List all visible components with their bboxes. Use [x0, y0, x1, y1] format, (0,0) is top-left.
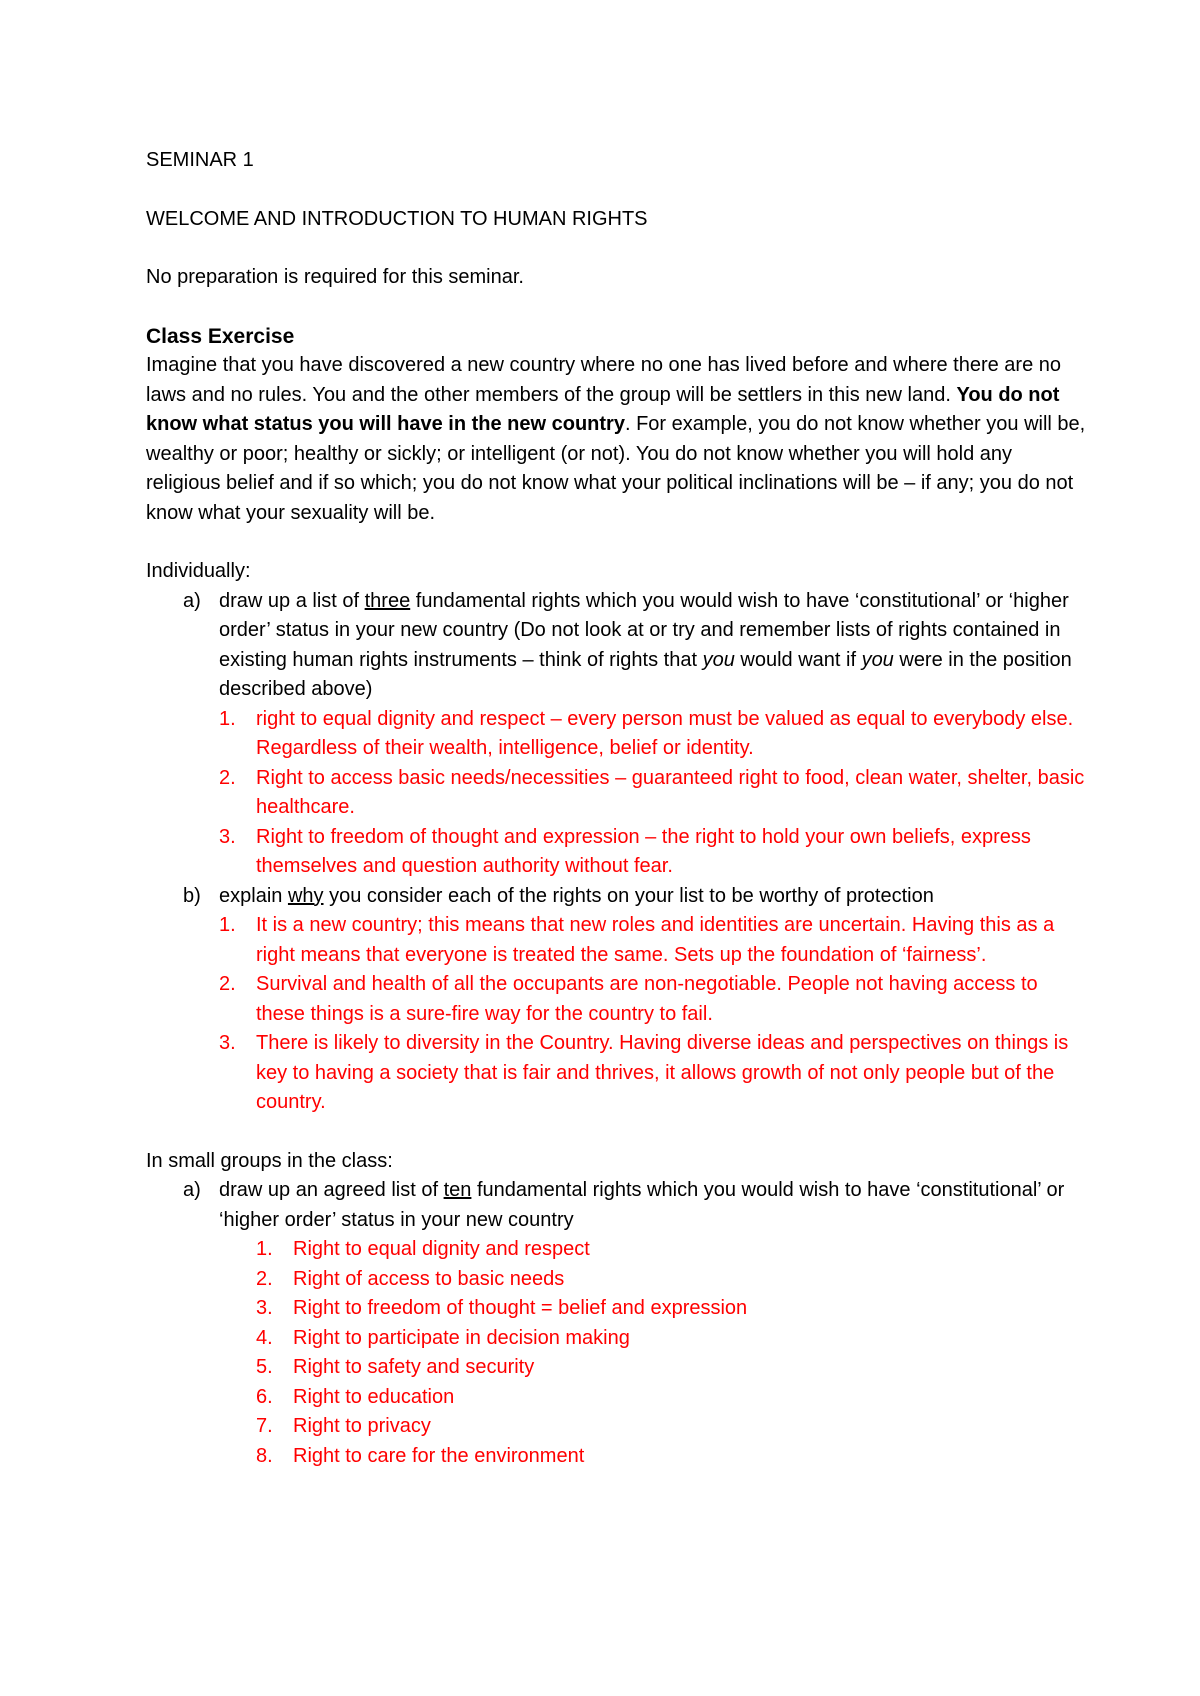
answer-text: Right to participate in decision making — [293, 1326, 630, 1349]
answer-text: Right to freedom of thought and expression – the right to hold your own beliefs, express themselves and question authority without fear. — [256, 825, 1031, 877]
answer-number: 1. — [219, 707, 236, 730]
answer-item — [146, 970, 1086, 1029]
answer-number: 5. — [256, 1356, 273, 1378]
exercise-intro — [146, 351, 1086, 528]
answer-number: 2. — [219, 973, 236, 995]
task-text: would want if — [734, 648, 862, 671]
task-text: you consider each of the rights on your list to be worthy of protection — [323, 884, 934, 907]
document-content — [146, 146, 1086, 1471]
seminar-title: SEMINAR 1 — [146, 149, 254, 171]
group-task-a — [146, 1176, 1086, 1235]
groups-label: In small groups in the class: — [146, 1149, 393, 1172]
individual-b-answers — [146, 911, 1086, 1118]
answer-text: Right to equal dignity and respect — [293, 1238, 590, 1260]
answer-item — [146, 1353, 1086, 1383]
task-text: fundamental rights which you would wish to have ‘constitutional’ or ‘higher order’ status in your new country (Do not look at or try and remember lists of rights contained in existing human rights instruments – think of rights that — [219, 589, 1069, 671]
answer-number: 4. — [256, 1326, 273, 1349]
answer-number: 6. — [256, 1385, 273, 1408]
individual-a-answers — [146, 705, 1086, 882]
intro-bold-text: You do not know what status you will have in the new country — [146, 383, 1060, 435]
answer-item — [146, 1294, 1086, 1324]
individual-task-a — [146, 587, 1086, 705]
answer-number: 2. — [256, 1267, 273, 1290]
answer-number: 1. — [219, 914, 236, 936]
group-a-answers — [146, 1235, 1086, 1471]
task-text: were in the position described above) — [219, 648, 1072, 700]
task-letter: a) — [183, 589, 201, 612]
answer-text: right to equal dignity and respect – every person must be valued as equal to everybody else. Regardless of their wealth, intelligence, belief or identity. — [256, 707, 1074, 759]
answer-text: Right to access basic needs/necessities – guaranteed right to food, clean water, shelter, basic healthcare. — [256, 766, 1085, 818]
class-exercise-heading: Class Exercise — [146, 324, 295, 348]
answer-number: 3. — [219, 825, 236, 848]
answer-item — [146, 1324, 1086, 1354]
task-text: draw up an agreed list of — [219, 1179, 444, 1201]
individual-task-b — [146, 882, 1086, 912]
answer-number: 2. — [219, 766, 236, 789]
answer-text: Right to care for the environment — [293, 1444, 585, 1467]
answer-text: Right to safety and security — [293, 1356, 535, 1378]
answer-number: 7. — [256, 1415, 273, 1437]
answer-item — [146, 1383, 1086, 1413]
intro-text-b: . For example, you do not know whether you will be, wealthy or poor; healthy or sickly; or intelligent (or not). You do not know whether you will hold any religious belief and if so which; you do not know what your political inclinations will be – if any; you do not know what your sexuality will be. — [146, 413, 1086, 524]
task-italic: you — [861, 648, 894, 671]
answer-item — [146, 1442, 1086, 1472]
answer-item — [146, 1235, 1086, 1265]
task-text: explain — [219, 884, 288, 907]
answer-number: 3. — [256, 1297, 273, 1319]
task-emphasis: ten — [443, 1179, 472, 1201]
answer-text: Right to freedom of thought = belief and expression — [293, 1297, 748, 1319]
task-letter: a) — [183, 1179, 201, 1201]
answer-item — [146, 911, 1086, 970]
answer-text: Right to privacy — [293, 1415, 431, 1437]
answer-item — [146, 705, 1086, 764]
answer-number: 3. — [219, 1032, 236, 1054]
task-letter: b) — [183, 884, 201, 907]
seminar-subtitle: WELCOME AND INTRODUCTION TO HUMAN RIGHTS — [146, 207, 648, 230]
answer-number: 1. — [256, 1238, 273, 1260]
answer-item — [146, 1412, 1086, 1442]
task-emphasis: three — [364, 589, 411, 612]
intro-text-a: Imagine that you have discovered a new country where no one has lived before and where there are no laws and no rules. You and the other members of the group will be settlers in this new land. — [146, 354, 1062, 406]
answer-item — [146, 1029, 1086, 1118]
preparation-note: No preparation is required for this seminar. — [146, 266, 524, 288]
answer-number: 8. — [256, 1444, 273, 1467]
task-emphasis: why — [287, 884, 324, 907]
task-text: draw up a list of — [219, 589, 365, 612]
answer-text: It is a new country; this means that new roles and identities are uncertain. Having this as a right means that everyone is treated the same. Sets up the foundation of ‘fairness’. — [256, 914, 1055, 966]
task-italic: you — [702, 648, 735, 671]
individually-label: Individually: — [146, 560, 251, 582]
answer-text: There is likely to diversity in the Country. Having diverse ideas and perspectives on things is key to having a society that is fair and thrives, it allows growth of not only people but of the country. — [256, 1032, 1069, 1113]
task-text: fundamental rights which you would wish to have ‘constitutional’ or ‘higher order’ status in your new country — [219, 1179, 1065, 1231]
answer-text: Survival and health of all the occupants are non-negotiable. People not having access to these things is a sure-fire way for the country to fail. — [256, 973, 1038, 1025]
answer-text: Right to education — [293, 1385, 455, 1408]
answer-item — [146, 1265, 1086, 1295]
answer-text: Right of access to basic needs — [293, 1267, 565, 1290]
answer-item — [146, 764, 1086, 823]
answer-item — [146, 823, 1086, 882]
